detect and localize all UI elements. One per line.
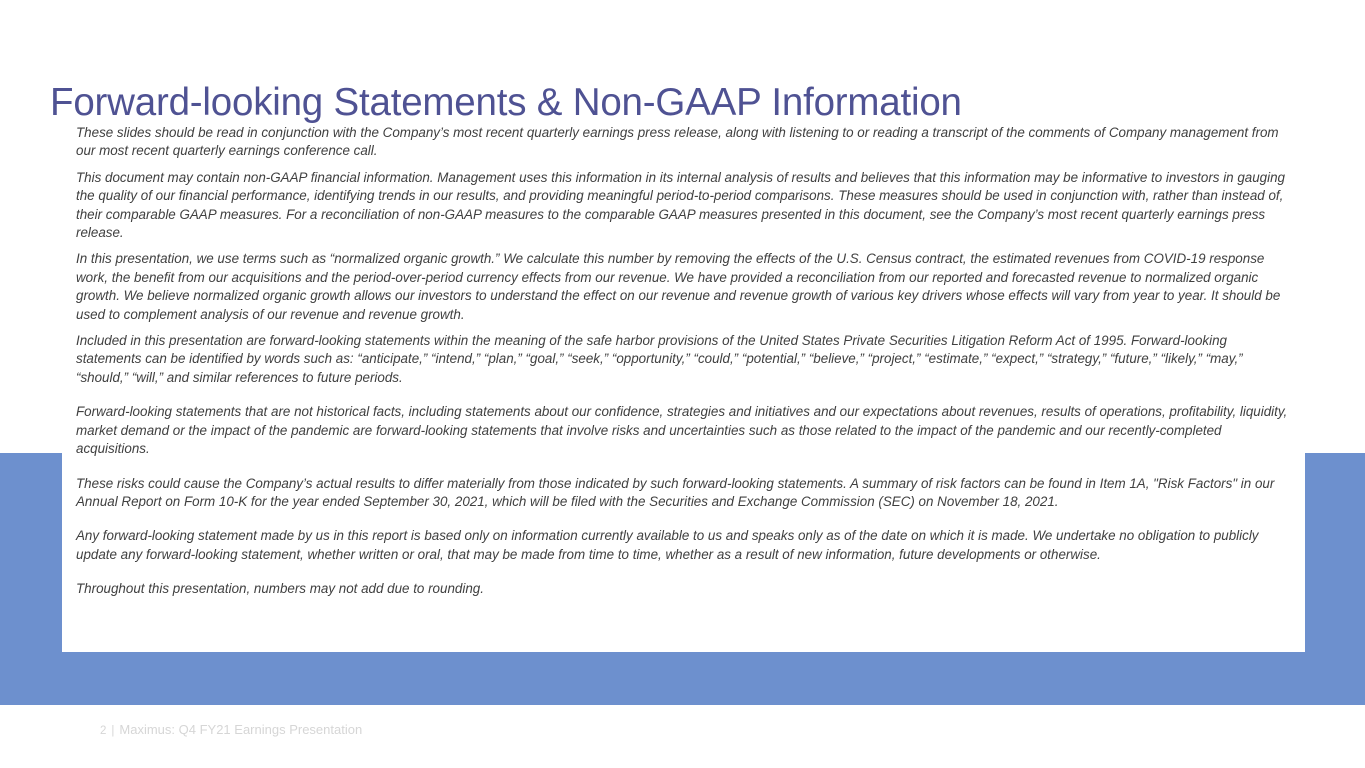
page-title: Forward-looking Statements & Non-GAAP Information: [50, 80, 962, 124]
disclaimer-paragraph: Forward-looking statements that are not historical facts, including statements about our confidence, strategies and initiatives and our expectations about revenues, results of operations, profitability, liquidity, market demand or the impact of the pandemic are forward-looking statements that involve risks and uncertainties such as those related to the impact of the pandemic and our recently-completed acquisitions.: [76, 404, 1288, 457]
slide-footer: [100, 723, 362, 738]
disclaimer-paragraph: In this presentation, we use terms such as “normalized organic growth.” We calculate this number by removing the effects of the U.S. Census contract, the estimated revenues from COVID-19 response work, the benefit from our acquisitions and the period-over-period currency effects from our revenue. We have provided a reconciliation from our reported and forecasted revenue to normalized organic growth. We believe normalized organic growth allows our investors to understand the effect on our revenue and revenue growth of various key drivers whose effects will vary from year to year. It should be used to complement analysis of our revenue and revenue growth.: [76, 251, 1281, 322]
disclaimer-paragraph: Any forward-looking statement made by us in this report is based only on information currently available to us and speaks only as of the date on which it is made. We undertake no obligation to publicly update any forward-looking statement, whether written or oral, that may be made from time to time, whether as a result of new information, future developments or otherwise.: [76, 528, 1259, 562]
footer-divider: |: [111, 725, 115, 737]
disclaimer-paragraph: Throughout this presentation, numbers may not add due to rounding.: [76, 581, 484, 597]
disclaimer-content-card: [62, 118, 1305, 652]
disclaimer-paragraph: Included in this presentation are forward-looking statements within the meaning of the safe harbor provisions of the United States Private Securities Litigation Reform Act of 1995. Forward-looking statements can be identified by words such as: “anticipate,” “intend,” “plan,” “goal,” “seek,” “opportunity,” “could,” “potential,” “believe,” “project,” “estimate,” “expect,” “strategy,” “future,” “likely,” “may,” “should,” “will,” and similar references to future periods.: [76, 333, 1243, 385]
disclaimer-paragraph: This document may contain non-GAAP financial information. Management uses this information in its internal analysis of results and believes that this information may be informative to investors in gauging the quality of our financial performance, identifying trends in our results, and providing meaningful period-to-period comparisons. These measures should be used in conjunction with, rather than instead of, their comparable GAAP measures. For a reconciliation of non-GAAP measures to the comparable GAAP measures presented in this document, see the Company’s most recent quarterly earnings press release.: [76, 169, 1285, 241]
disclaimer-paragraph: These risks could cause the Company’s actual results to differ materially from those indicated by such forward-looking statements. A summary of risk factors can be found in Item 1A, "Risk Factors" in our Annual Report on Form 10-K for the year ended September 30, 2021, which will be filed with the Securities and Exchange Commission (SEC) on November 18, 2021.: [76, 475, 1275, 509]
footer-page-number: 2: [100, 725, 107, 737]
footer-presentation-label: Maximus: Q4 FY21 Earnings Presentation: [119, 722, 363, 737]
disclaimer-paragraph: These slides should be read in conjunction with the Company’s most recent quarterly earnings press release, along with listening to or reading a transcript of the comments of Company management from our most recent quarterly earnings conference call.: [76, 125, 1279, 159]
